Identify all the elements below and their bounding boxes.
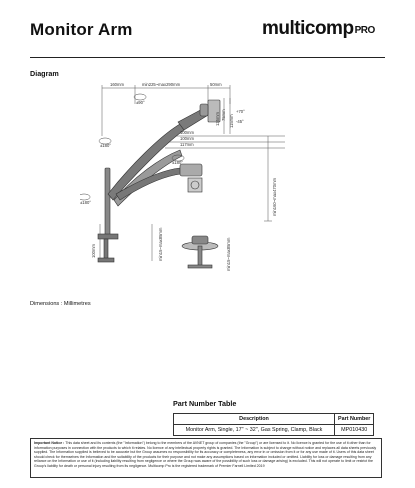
logo-pro-mark: PRO (354, 25, 375, 36)
multicomp-pro-logo (262, 18, 375, 40)
diagram-heading: Diagram (30, 69, 59, 78)
clamp-screw (104, 239, 108, 259)
table-header-row (174, 414, 374, 425)
side-vesa-plate (188, 178, 202, 192)
dim-115: 115mm (229, 114, 234, 128)
swivel-base-label: ±180° (80, 200, 91, 205)
rot-top-label: ±90° (136, 100, 145, 105)
clamp-top (98, 234, 118, 239)
swivel-top-label: ±180° (100, 143, 111, 148)
dimensions-note: Dimensions : Millimetres (30, 301, 91, 307)
tilt-joint (200, 104, 208, 116)
notice-text: This data sheet and its contents (the "Information") belong to the members of the AVNET group of companies (the "Group") or are licensed to it. No licence is granted for the use of it other than for information purposes in connection with the products to which it relates. No licence of any intellectual property rights is granted. The Information is subject to change without notice and replaces all data sheets previously supplied. The Information supplied is believed to be accurate but the Group assumes no responsibility for its accuracy or completeness, any error in or omission from it or for any use made of it. Users of this data sheet should check for themselves the Information and the suitability of the products for their purpose and not make any assumptions based on information included or omitted. Liability for loss or damage resulting from any reliance on the Information or use of it (including liability resulting from negligence or where the Group was aware of the possibility of such loss or damage arising) is excluded. This will not operate to limit or restrict the Group's liability for death or personal injury resulting from its negligence. Multicomp Pro is the registered trademark of Premier Farnell Limited 2019 (34, 441, 377, 468)
page-header (0, 0, 415, 60)
dim-top-left: 160mm (110, 82, 124, 87)
dim-100a: 100mm (180, 130, 194, 135)
table-row (174, 425, 374, 436)
dim-135: 135mm (215, 112, 220, 126)
part-number-heading: Part Number Table (173, 399, 237, 408)
monitor-arm-diagram (80, 76, 310, 288)
column-header-part-number: Part Number (335, 414, 374, 425)
arm-post (105, 168, 110, 238)
base-100-label: 100mm (91, 244, 96, 258)
dim-top-right: 50mm (210, 82, 222, 87)
dim-top-mid: min225~max290mm (142, 82, 181, 87)
swivel-mid-label: ±180° (172, 160, 183, 165)
dim-100b: 100mm (180, 136, 194, 141)
notice-label: Important Notice : (34, 441, 65, 445)
logo-wordmark: multicomp (262, 18, 354, 39)
important-notice (30, 438, 382, 478)
dim-75: 75mm (221, 109, 226, 121)
clamp-detail (182, 236, 218, 268)
tilt-up-label: +70° (236, 109, 245, 114)
clamp-bottom (98, 258, 114, 262)
tilt-down-label: -45° (236, 119, 244, 124)
document-title: Monitor Arm (30, 20, 133, 39)
height-range-label: min160~max470mm (272, 177, 277, 216)
header-rule (30, 57, 385, 58)
description-cell: Monitor Arm, Single, 17" ~ 32", Gas Spring, Clamp, Black (174, 425, 335, 436)
column-header-description: Description (174, 414, 335, 425)
clamp-range-a: min15~max85mm (158, 227, 163, 261)
dim-117: 117mm (180, 142, 194, 147)
part-number-table (173, 413, 374, 436)
clamp-range-b: min15~max85mm (226, 237, 231, 271)
part-number-cell: MP010430 (335, 425, 374, 436)
monitor-arm-drawing (80, 76, 310, 288)
